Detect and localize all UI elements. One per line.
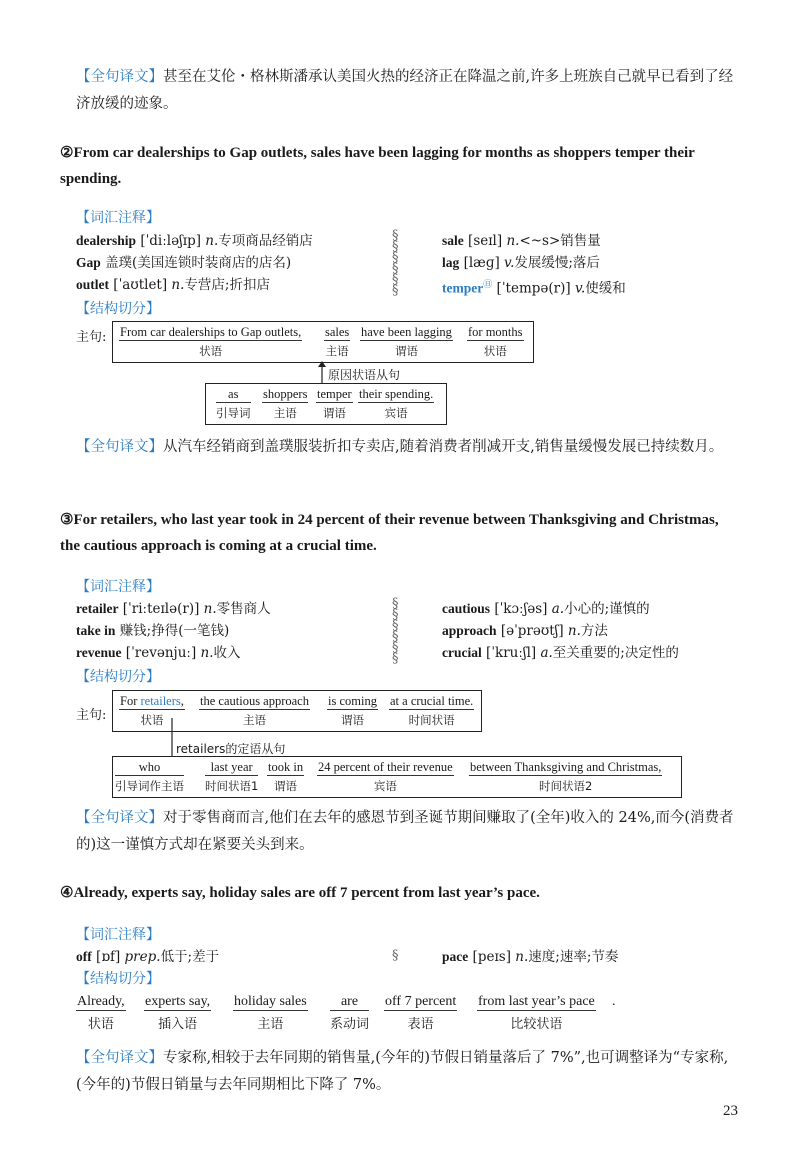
structure-heading-4: 【结构切分】 xyxy=(76,971,160,987)
segment: sales 主语 xyxy=(325,325,350,358)
column-separator: § § § § § § xyxy=(392,228,399,298)
segment: experts say, 插入语 xyxy=(145,994,211,1032)
sub-clause-box-3 xyxy=(112,756,682,798)
vocab-entry: temper㊐ [ˈtempə(r)] v.使缓和 xyxy=(442,280,626,297)
vocab-left-2 xyxy=(76,230,396,296)
column-separator: § xyxy=(392,948,399,963)
main-clause-label: 主句: xyxy=(76,330,107,345)
vocab-entry: dealership [ˈdiːləʃɪp] n.专项商品经销店 xyxy=(76,233,313,249)
s4-translation: 【全句译文】专家称,相较于去年同期的销售量,(今年的)节假日销量落后了 7%”,也可调整译为“专家称,(今年的)节假日销量与去年同期相比下降了 7%。 xyxy=(76,1050,729,1093)
sentence-4: ④Already, experts say, holiday sales are off 7 percent from last year’s pace. xyxy=(60,885,540,901)
arrow-up-icon xyxy=(316,361,328,385)
structure-heading-3: 【结构切分】 xyxy=(76,669,160,685)
vocab-entry: retailer [ˈriːteɪlə(r)] n.零售商人 xyxy=(76,601,271,617)
s3-translation: 【全句译文】对于零售商而言,他们在去年的感恩节到圣诞节期间赚取了(全年)收入的 24%,而今(消费者的)这一谨慎方式却在紧要关头到来。 xyxy=(76,810,734,853)
segment: have been lagging 谓语 xyxy=(361,325,452,358)
vocab-heading-2: 【词汇注释】 xyxy=(76,210,160,226)
sub-clause-box-2 xyxy=(205,383,447,425)
segment: for months 状语 xyxy=(468,325,523,358)
segment: shoppers 主语 xyxy=(263,387,308,420)
segment: is coming 谓语 xyxy=(328,694,377,727)
vocab-left-3 xyxy=(76,598,396,664)
translation-label: 【全句译文】 xyxy=(76,810,163,826)
segment: are 系动词 xyxy=(330,994,370,1032)
vocab-entry: lag [læɡ] v.发展缓慢;落后 xyxy=(442,255,600,271)
column-separator: § § § § § § xyxy=(392,596,399,666)
segment: last year 时间状语1 xyxy=(205,760,259,793)
vocab-right-2 xyxy=(442,230,762,300)
vocab-right-3 xyxy=(442,598,772,664)
segment: at a crucial time. 时间状语 xyxy=(390,694,474,727)
segment: off 7 percent 表语 xyxy=(385,994,457,1032)
segment: temper 谓语 xyxy=(317,387,352,420)
segment: From car dealerships to Gap outlets, 状语 xyxy=(120,325,302,358)
vocab-entry: sale [seɪl] n.<~s>销售量 xyxy=(442,233,601,249)
vocab-entry: off [ɒf] prep.低于;差于 xyxy=(76,949,220,965)
translation-label: 【全句译文】 xyxy=(76,439,163,455)
arrow-label-2: 原因状语从句 xyxy=(328,368,401,382)
translation-label: 【全句译文】 xyxy=(76,1050,163,1066)
segment: between Thanksgiving and Christmas, 时间状语2 xyxy=(470,760,662,793)
segment: as 引导词 xyxy=(216,387,251,420)
main-clause-box-2 xyxy=(112,321,534,363)
vocab-entry: take in 赚钱;挣得(一笔钱) xyxy=(76,623,230,639)
segment: For retailers, 状语 xyxy=(120,694,184,727)
sentence-period: . xyxy=(612,994,616,1009)
vocab-entry: approach [əˈprəʊtʃ] n.方法 xyxy=(442,623,608,639)
vocab-heading-4: 【词汇注释】 xyxy=(76,927,160,943)
vocab-entry: pace [peɪs] n.速度;速率;节奏 xyxy=(442,949,619,965)
vocab-right-4 xyxy=(442,946,762,968)
segment: Already, 状语 xyxy=(77,994,125,1032)
sentence-2: ②From car dealerships to Gap outlets, sales have been lagging for months as shoppers temper their spending. xyxy=(60,145,695,187)
main-clause-label: 主句: xyxy=(76,708,107,723)
arrow-label-3: retailers的定语从句 xyxy=(176,742,286,756)
vocab-entry: Gap 盖璞(美国连锁时装商店的店名) xyxy=(76,255,292,271)
vocab-heading-3: 【词汇注释】 xyxy=(76,579,160,595)
segment: holiday sales 主语 xyxy=(234,994,307,1032)
segment: their spending. 宾语 xyxy=(359,387,434,420)
s1-translation: 【全句译文】甚至在艾伦・格林斯潘承认美国火热的经济正在降温之前,许多上班族自己就早已看到了经济放缓的迹象。 xyxy=(76,69,734,112)
sentence-3: ③For retailers, who last year took in 24 percent of their revenue between Thanksgiving and Christmas, the cautious approach is coming at a crucial time. xyxy=(60,512,719,554)
segment: from last year’s pace 比较状语 xyxy=(478,994,595,1032)
s2-translation: 【全句译文】从汽车经销商到盖璞服装折扣专卖店,随着消费者削减开支,销售量缓慢发展已持续数月。 xyxy=(76,439,724,455)
vocab-left-4 xyxy=(76,946,396,968)
vocab-entry: cautious [ˈkɔːʃəs] a.小心的;谨慎的 xyxy=(442,601,650,617)
vocab-entry: revenue [ˈrevənjuː] n.收入 xyxy=(76,645,241,661)
structure-line-4 xyxy=(76,994,776,1038)
page-number: 23 xyxy=(723,1103,738,1119)
segment: who 引导词作主语 xyxy=(115,760,184,793)
segment: 24 percent of their revenue 宾语 xyxy=(318,760,453,793)
vocab-entry: outlet [ˈaʊtlet] n.专营店;折扣店 xyxy=(76,277,270,293)
segment: took in 谓语 xyxy=(268,760,304,793)
segment: the cautious approach 主语 xyxy=(200,694,309,727)
vocab-entry: crucial [ˈkruːʃl] a.至关重要的;决定性的 xyxy=(442,645,679,661)
translation-label: 【全句译文】 xyxy=(76,69,163,85)
structure-heading-2: 【结构切分】 xyxy=(76,301,160,317)
